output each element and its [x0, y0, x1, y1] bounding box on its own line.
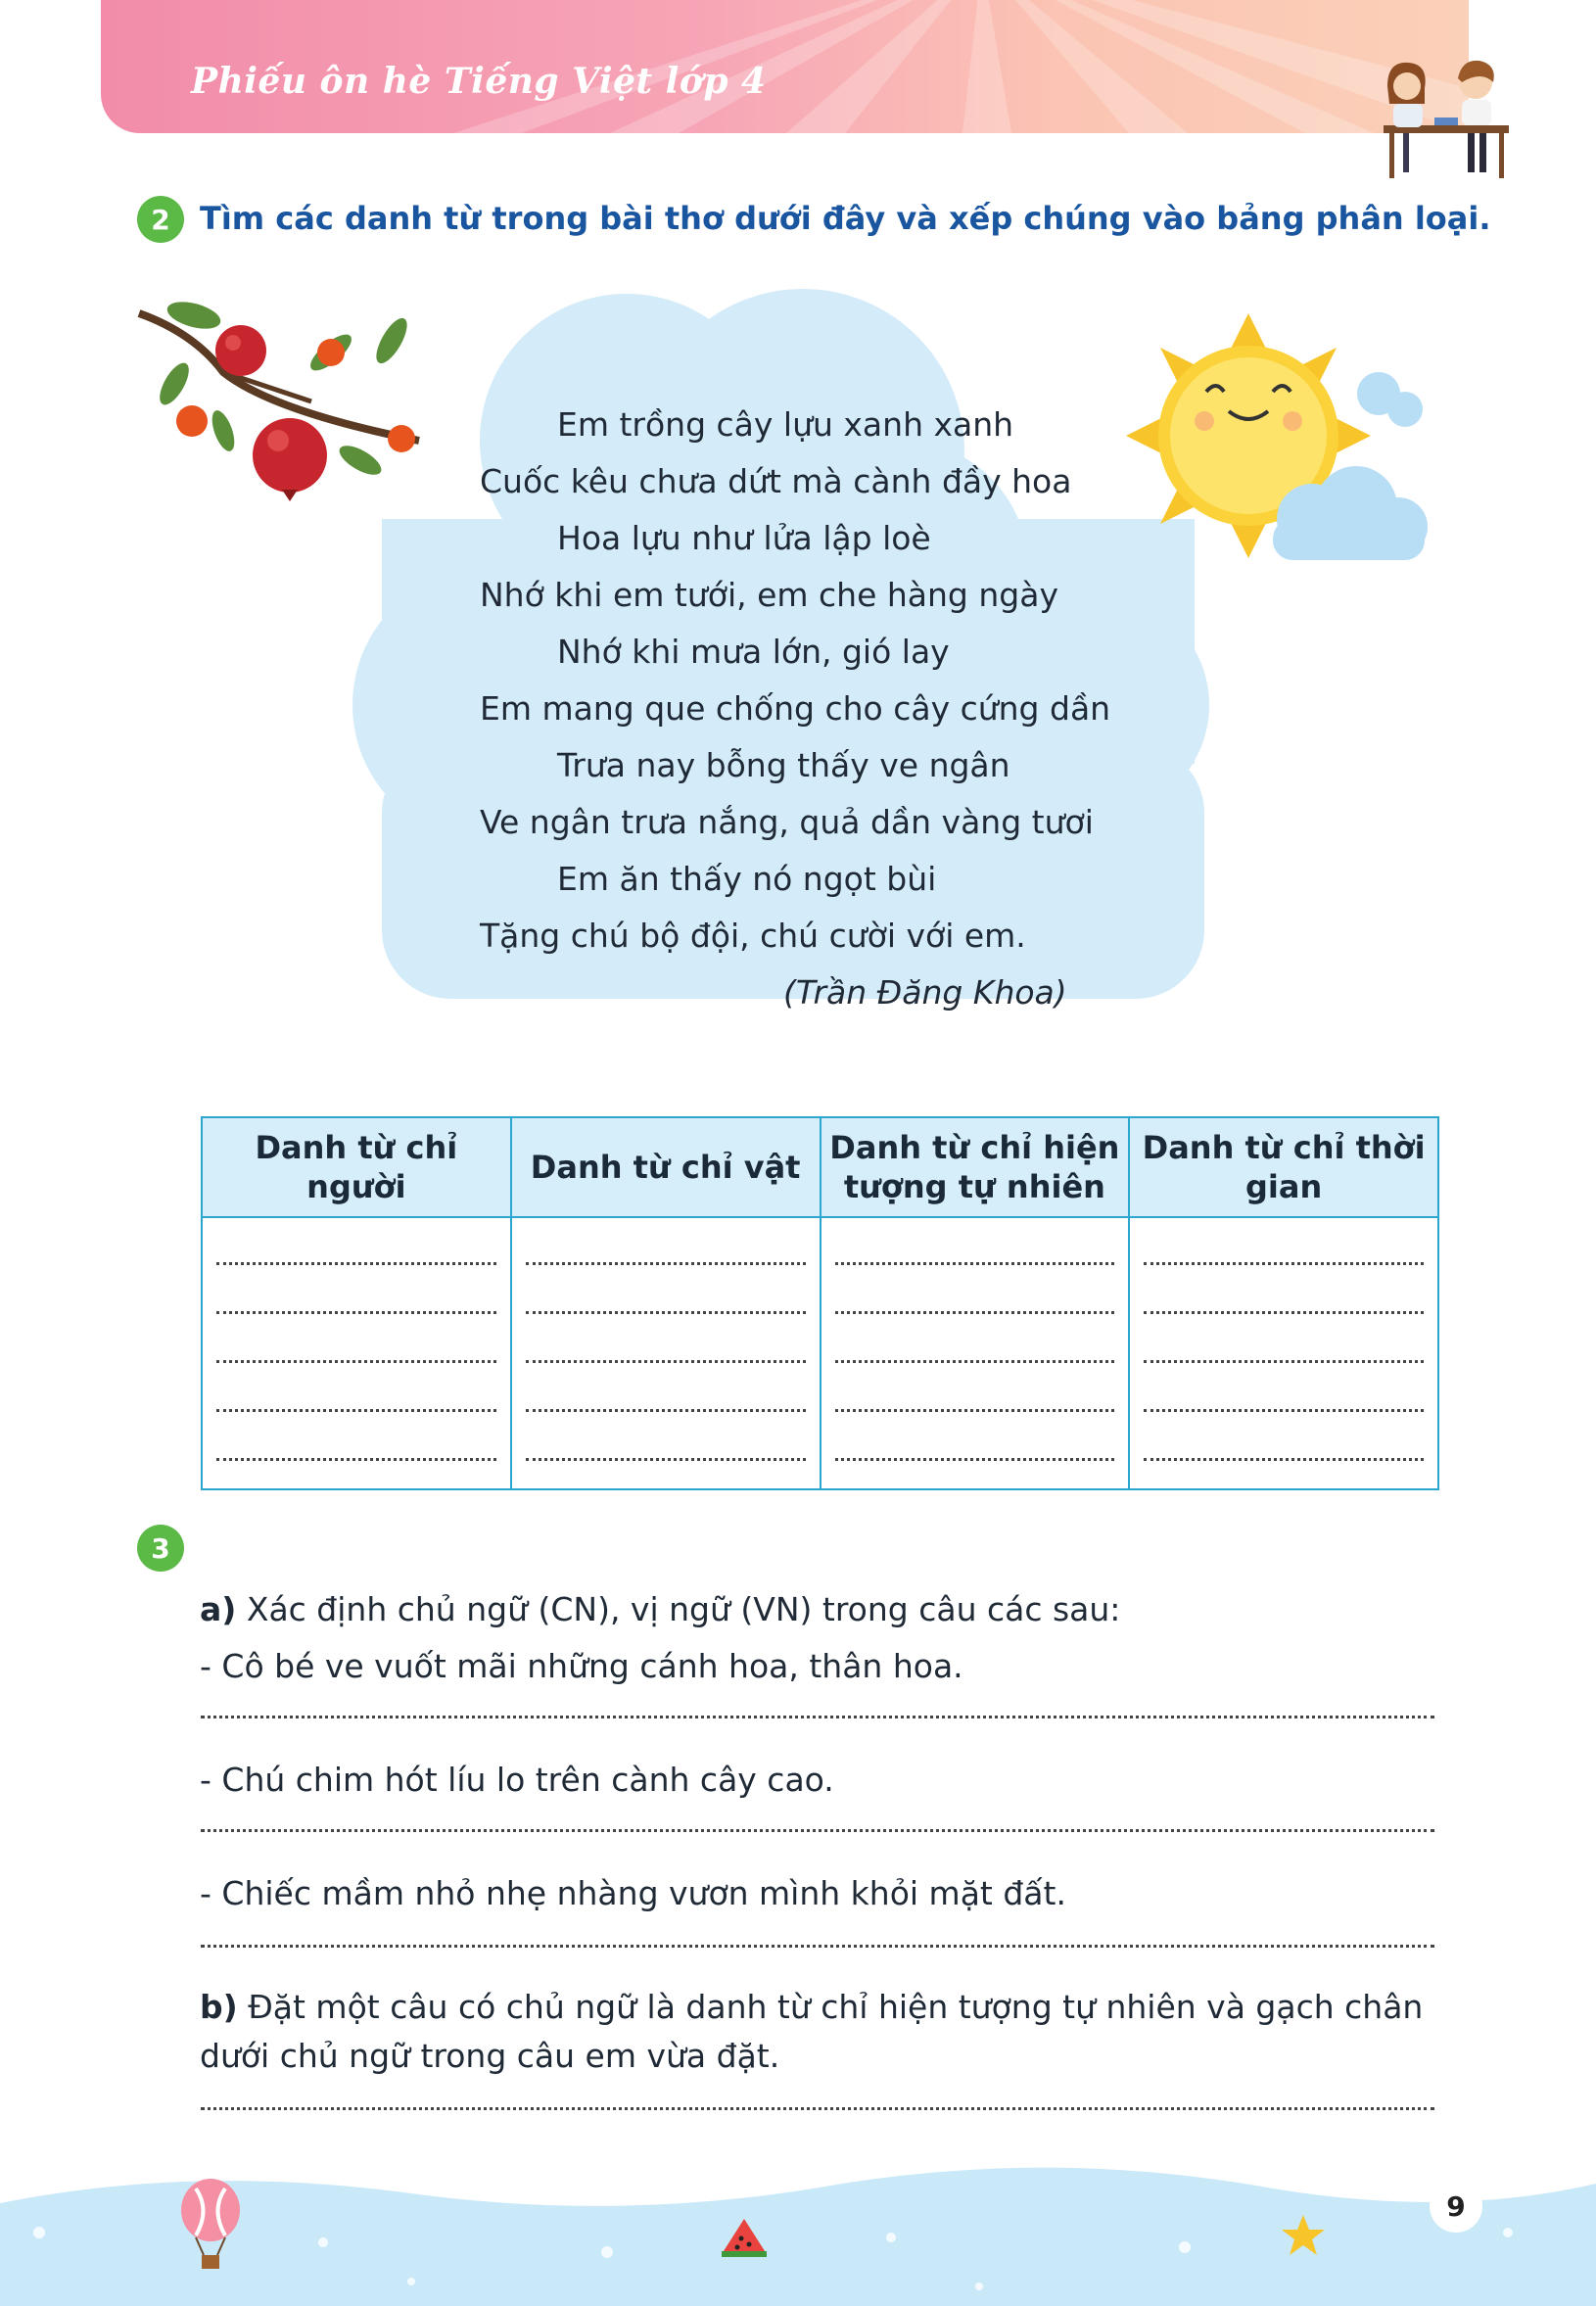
poem-line-7: Trưa nay bỗng thấy ve ngân [557, 746, 1010, 784]
answer-line[interactable] [526, 1412, 806, 1461]
poem-line-5: Nhớ khi mưa lớn, gió lay [557, 633, 950, 671]
exercise-2-number-badge: 2 [137, 196, 184, 243]
answer-line[interactable] [526, 1363, 806, 1412]
answer-line-3[interactable] [201, 1945, 1434, 1948]
page-number: 9 [1430, 2180, 1482, 2233]
watermelon-slice-icon [720, 2215, 769, 2259]
answer-line[interactable] [835, 1314, 1115, 1363]
answer-line[interactable] [216, 1314, 496, 1363]
children-studying-illustration [1366, 57, 1518, 182]
poem-line-6: Em mang que chống cho cây cứng dần [480, 689, 1111, 728]
part-a-label: a) [200, 1590, 237, 1628]
starfish-icon [1281, 2213, 1326, 2258]
poem-line-8: Ve ngân trưa nắng, quả dần vàng tươi [480, 803, 1094, 841]
header-person-nouns: Danh từ chỉ người [202, 1117, 511, 1217]
exercise-3b-prompt-line-1 [200, 1988, 1423, 2026]
exercise-2-instruction: Tìm các danh từ trong bài thơ dưới đây và xếp chúng vào bảng phân loại. [200, 200, 1491, 237]
poem-line-2: Cuốc kêu chưa dứt mà cành đầy hoa [480, 462, 1072, 500]
answer-line[interactable] [835, 1265, 1115, 1314]
header-title: Phiếu ôn hè Tiếng Việt lớp 4 [191, 61, 767, 102]
part-b-text: Đặt một câu có chủ ngữ là danh từ chỉ hiện tượng tự nhiên và gạch chân [237, 1988, 1424, 2026]
poem-cloud-background [352, 274, 1234, 1077]
table-header-row [202, 1117, 1438, 1217]
header-banner [101, 0, 1469, 133]
answer-line-1[interactable] [201, 1716, 1434, 1718]
sentence-3: - Chiếc mầm nhỏ nhẹ nhàng vươn mình khỏi mặt đất. [200, 1874, 1066, 1912]
answer-line[interactable] [1144, 1314, 1424, 1363]
answer-line[interactable] [526, 1265, 806, 1314]
noun-classification-table [201, 1116, 1439, 1490]
answer-cell-object[interactable] [511, 1217, 821, 1489]
answer-line-4[interactable] [201, 2107, 1434, 2110]
table-answer-row [202, 1217, 1438, 1489]
part-b-label: b) [200, 1988, 238, 2026]
smiling-sun-illustration [1126, 313, 1430, 583]
header-object-nouns: Danh từ chỉ vật [511, 1117, 821, 1217]
answer-cell-nature[interactable] [821, 1217, 1130, 1489]
answer-line[interactable] [216, 1363, 496, 1412]
answer-cell-time[interactable] [1129, 1217, 1438, 1489]
poem-author: (Trần Đăng Khoa) [783, 973, 1067, 1012]
answer-line[interactable] [835, 1363, 1115, 1412]
answer-line[interactable] [1144, 1265, 1424, 1314]
part-a-text: Xác định chủ ngữ (CN), vị ngữ (VN) trong câu các sau: [236, 1590, 1121, 1628]
poem-line-1: Em trồng cây lựu xanh xanh [557, 405, 1014, 444]
answer-line[interactable] [526, 1314, 806, 1363]
poem-line-9: Em ăn thấy nó ngọt bùi [557, 860, 937, 898]
answer-line[interactable] [216, 1412, 496, 1461]
header-time-nouns: Danh từ chỉ thời gian [1129, 1117, 1438, 1217]
answer-line[interactable] [1144, 1412, 1424, 1461]
answer-line[interactable] [216, 1265, 496, 1314]
answer-line-2[interactable] [201, 1829, 1434, 1832]
answer-line[interactable] [526, 1216, 806, 1265]
answer-line[interactable] [835, 1216, 1115, 1265]
sentence-1: - Cô bé ve vuốt mãi những cánh hoa, thân hoa. [200, 1647, 963, 1685]
exercise-3-number-badge: 3 [137, 1525, 184, 1572]
answer-line[interactable] [216, 1216, 496, 1265]
exercise-3a-prompt [200, 1590, 1120, 1628]
poem-line-4: Nhớ khi em tưới, em che hàng ngày [480, 576, 1058, 614]
answer-line[interactable] [1144, 1363, 1424, 1412]
poem-line-3: Hoa lựu như lửa lập loè [557, 519, 931, 557]
answer-line[interactable] [1144, 1216, 1424, 1265]
answer-cell-person[interactable] [202, 1217, 511, 1489]
poem-line-10: Tặng chú bộ đội, chú cười với em. [480, 917, 1026, 955]
exercise-3b-prompt-line-2: dưới chủ ngữ trong câu em vừa đặt. [200, 2037, 780, 2075]
answer-line[interactable] [835, 1412, 1115, 1461]
header-nature-nouns: Danh từ chỉ hiện tượng tự nhiên [821, 1117, 1130, 1217]
sentence-2: - Chú chim hót líu lo trên cành cây cao. [200, 1761, 834, 1799]
hot-air-balloon-icon [176, 2179, 245, 2272]
